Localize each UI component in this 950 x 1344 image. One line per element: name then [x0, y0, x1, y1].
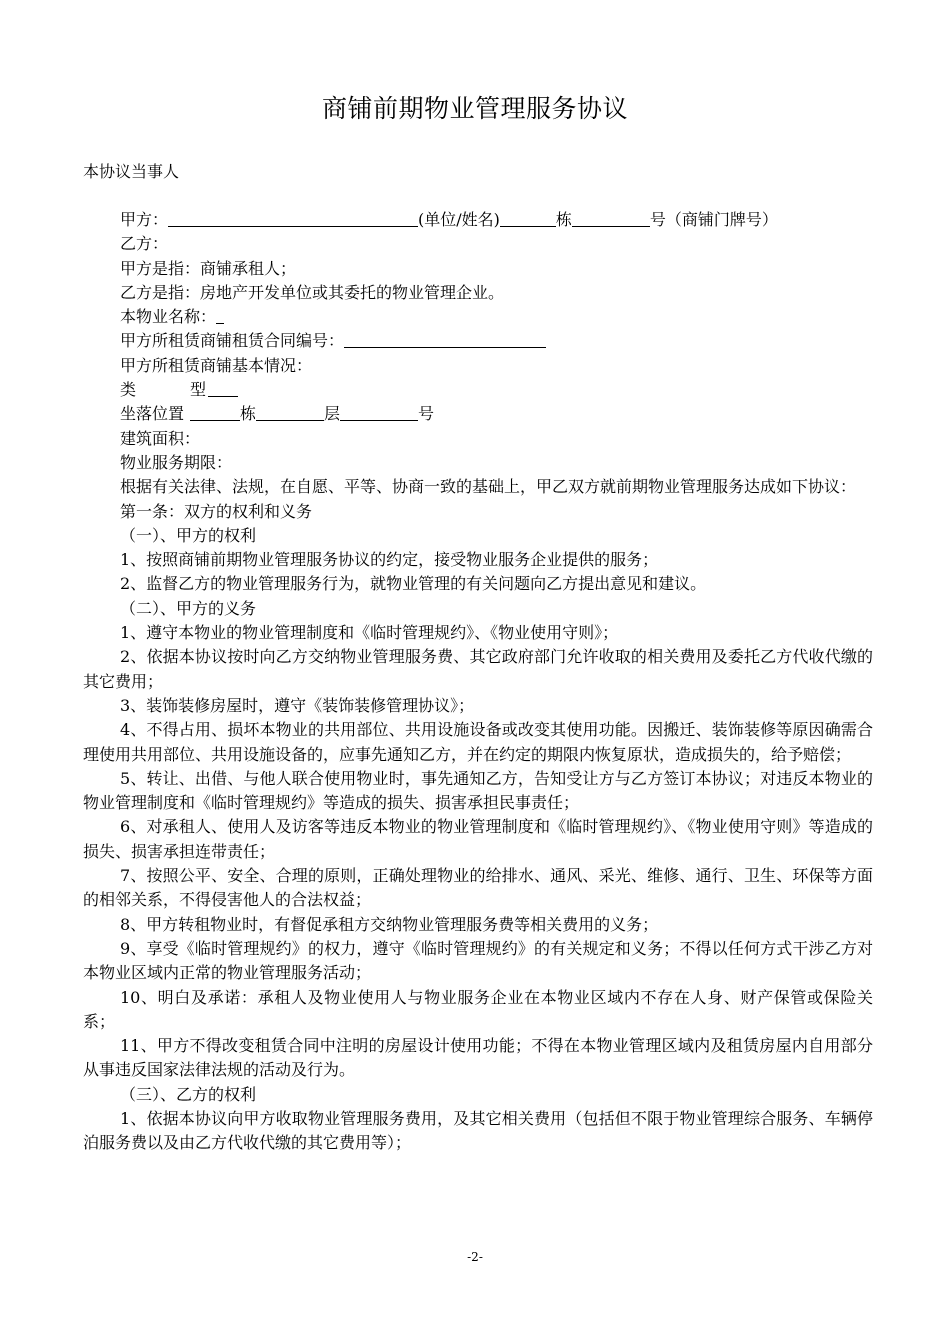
a-duties-item-7: 7、按照公平、安全、合理的原则，正确处理物业的给排水、通风、采光、维修、通行、卫生、环保等方面的相邻关系，不得侵害他人的合法权益；: [83, 866, 873, 910]
contract-number-line: [83, 329, 873, 353]
location-floor-blank: [256, 403, 324, 421]
area-line: 建筑面积：: [120, 428, 201, 448]
a-duties-item-6: 6、对承租人、使用人及访客等违反本物业的物业管理制度和《临时管理规约》、《物业使用守则》等造成的损失、损害承担连带责任；: [83, 817, 873, 861]
shop-number-label: 号（商铺门牌号）: [649, 210, 778, 229]
party-a-line: [83, 208, 873, 232]
section-a-rights-heading: （一）、甲方的权利: [120, 525, 257, 545]
location-label: 坐落位置: [120, 404, 185, 424]
preamble-paragraph: 根据有关法律、法规，在自愿、平等、协商一致的基础上，甲乙双方就前期物业管理服务达成如下协议：: [120, 477, 857, 497]
property-name-line: [83, 305, 873, 329]
a-duties-item-9: 9、享受《临时管理规约》的权力，遵守《临时管理规约》的有关规定和义务；不得以任何方式干涉乙方对本物业区域内正常的物业管理服务活动；: [83, 938, 873, 983]
location-number-blank: [340, 403, 418, 421]
building-label: 栋: [555, 210, 572, 229]
contract-number-label: 甲方所租赁商铺租赁合同编号：: [120, 331, 345, 351]
building-blank: [500, 209, 556, 227]
a-duties-item-11: 11、甲方不得改变租赁合同中注明的房屋设计使用功能；不得在本物业管理区域内及租赁房屋内自用部分从事违反国家法律法规的活动及行为。: [83, 1036, 873, 1080]
a-duties-item-8: 8、甲方转租物业时，有督促承租方交纳物业管理服务费等相关费用的义务；: [120, 914, 659, 934]
a-duties-item-1: 1、遵守本物业的物业管理制度和《临时管理规约》、《物业使用守则》；: [120, 623, 619, 643]
a-duties-item-5: 5、转让、出借、与他人联合使用物业时，事先通知乙方，告知受让方与乙方签订本协议；对违反本物业的物业管理制度和《临时管理规约》等造成的损失、损害承担民事责任；: [83, 768, 873, 813]
a-duties-item-4: 4、不得占用、损坏本物业的共用部位、共用设施设备或改变其使用功能。因搬迁、装饰装修等原因确需合理使用共用部位、共用设施设备的，应事先通知乙方，并在约定的期限内恢复原状，造成损失的，给予赔偿；: [83, 720, 873, 764]
a-duties-item-10: 10、明白及承诺：承租人及物业使用人与物业服务企业在本物业区域内不存在人身、财产保管或保险关系；: [83, 987, 873, 1031]
property-name-label: 本物业名称：: [120, 307, 217, 327]
type-blank: [208, 379, 238, 397]
a-duties-item-3: 3、装饰装修房屋时，遵守《装饰装修管理协议》；: [120, 695, 475, 715]
location-number-label: 号: [418, 404, 435, 424]
a-rights-item-1: 1、按照商铺前期物业管理服务协议的约定，接受物业服务企业提供的服务；: [120, 550, 659, 570]
basic-info-line: 甲方所租赁商铺基本情况：: [120, 355, 313, 375]
a-duties-item-2: 2、依据本协议按时向乙方交纳物业管理服务费、其它政府部门允许收取的相关费用及委托乙方代收代缴的其它费用；: [83, 647, 873, 691]
contract-number-blank: [344, 330, 546, 348]
document-title: 商铺前期物业管理服务协议: [321, 94, 628, 123]
section-b-rights-heading: （三）、乙方的权利: [120, 1084, 257, 1104]
party-b-line: 乙方：: [120, 234, 169, 254]
location-building-label: 栋: [240, 404, 257, 424]
party-a-name-blank: [168, 209, 418, 227]
service-period-line: 物业服务期限：: [120, 452, 233, 472]
type-line: [83, 378, 873, 402]
number-blank: [572, 209, 650, 227]
location-building-blank: [190, 403, 240, 421]
section-a-duties-heading: （二）、甲方的义务: [120, 598, 257, 618]
property-name-blank: [216, 306, 224, 324]
location-floor-label: 层: [324, 404, 341, 424]
location-line: [83, 402, 873, 426]
a-rights-item-2: 2、监督乙方的物业管理服务行为，就物业管理的有关问题向乙方提出意见和建议。: [120, 574, 707, 594]
type-label: 类 型: [120, 380, 206, 400]
parties-heading: 本协议当事人: [83, 162, 180, 181]
document-body: [83, 208, 873, 1156]
party-a-label: 甲方：: [120, 210, 169, 229]
article-1-heading: 第一条：双方的权利和义务: [120, 501, 313, 521]
party-a-unit-label: (单位/姓名): [418, 210, 500, 229]
page-number: -2-: [467, 1250, 483, 1264]
b-rights-item-1: 1、依据本协议向甲方收取物业管理服务费用，及其它相关费用（包括但不限于物业管理综合服务、车辆停泊服务费以及由乙方代收代缴的其它费用等）；: [83, 1108, 873, 1153]
party-a-definition: 甲方是指：商铺承租人；: [120, 258, 297, 278]
party-b-definition: 乙方是指：房地产开发单位或其委托的物业管理企业。: [120, 282, 505, 302]
